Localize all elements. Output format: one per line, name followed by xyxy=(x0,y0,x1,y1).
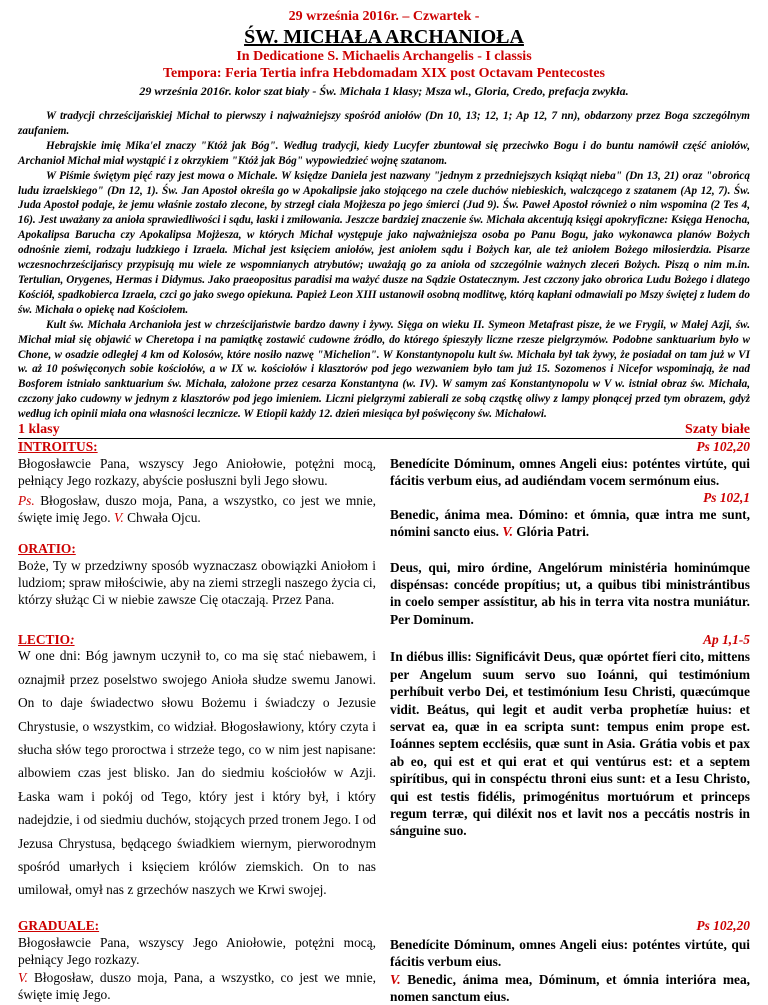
oratio-polish: Boże, Ty w przedziwny sposób wyznaczasz obowiązki Aniołom i ludziom; spraw miłościwie, aby na ziemi strzegli naszego życia ci, którzy służąc Ci w niebie zawsze Cię otaczają. Przez Pana. xyxy=(18,557,376,608)
lectio-ref: Ap 1,1-5 xyxy=(703,632,750,648)
latin-title: In Dedicatione S. Michaelis Archangelis - I classis xyxy=(236,49,532,64)
graduale-row xyxy=(18,934,750,1005)
introitus-latin-1: Benedícite Dóminum, omnes Angeli eius: poténtes virtúte, qui fácitis verbum eius, ad audiéndam vocem sermónum eius. xyxy=(390,456,750,489)
versicle-marker: V. xyxy=(502,524,513,540)
intro-paragraph: W tradycji chrześcijańskiej Michał to pierwszy i najważniejszy spośród aniołów (Dn 10, 13; 12, 1; Ap 12, 7 nn), obdarzony przez Boga szczególnym zaufaniem. xyxy=(18,110,750,137)
feast-title: ŚW. MICHAŁA ARCHANIOŁA xyxy=(244,26,524,48)
intro-paragraph: Kult św. Michała Archanioła jest w chrześcijaństwie bardzo dawny i żywy. Sięga on wieku II. Symeon Metafrast pisze, że we Frygii, w Małej Azji, św. Michał miał się objawić w Cheretopa i na pamiątkę zostawić cudowne źródło, do którego śpieszyły liczne rzesze pielgrzymów. Podobne sanktuarium było w Chone, w osadzie odległej 4 km od Kolosów, które nosiło nazwę "Michelion". W Konstantynopolu kult św. Michała był tak żywy, że posiadał on tam już w VI w. aż 10 poświęconych sobie kościołów, a w IX w. kościołów i klasztorów pod jego wezwaniem było tam już 15. Sozomenos i Nicefor wspominają, że nad Bosforem istniało sanktuarium św. Michała, założone przez cesarza Konstantyna (w. IV). W samym zaś Konstantynopolu w V w. istniał obraz św. Michała, czczony jako cudowny w jednym z klasztorów pod jego imieniem. Liczni pielgrzymi zabierali ze sobą cząstkę oliwy z lampy płonącej przed tym obrazem, gdyż według ich opinii miała ona własności lecznicze. W Etiopii każdy 12. dzień miesiąca był poświęcony św. Michałowi. xyxy=(18,318,750,421)
intro-paragraph: W Piśmie świętym pięć razy jest mowa o Michale. W księdze Daniela jest nazwany "jednym z przedniejszych książąt nieba" (Dn 13, 21) oraz "obrońcą ludu izraelskiego" (Dn 12, 1). Św. Jan Apostoł określa go w Apokalipsie jako stojącego na czele duchów niebieskich, walczącego z szatanem (Ap 12, 7). Św. Juda Apostoł podaje, że jemu właśnie zostało zlecone, by strzegł ciała Mojżesza po jego śmierci (Jud 9). Św. Paweł Apostoł również o nim wspomina (2 Tes 4, 16). Jest uważany za anioła sprawiedliwości i sądu, łaski i zmiłowania. Jeszcze bardziej znaczenie św. Michała akcentują księgi apokryficzne: Księga Henocha, Apokalipsa Barucha czy Apokalipsa Mojżesza, w których Michał występuje jako najważniejsza osoba po Panu Bogu, jako wykonawca planów Bożych odnośnie ziemi, rodzaju ludzkiego i Izraela. Michał jest księciem aniołów, jest aniołem sądu i Bożych kar, ale też aniołem Bożego miłosierdzia. Pisarze wczesnochrześcijańscy przypisują mu wiele ze wspomnianych atrybutów; uważają go za anioła od szczególnie ważnych zleceń Bożych. Piszą o nim m.in. Tertulian, Orygenes, Hermas i Didymus. Jako praeopositus paradisi ma ważyć dusze na Sądzie Ostatecznym. Jest czczony jako obrońca Ludu Bożego i dlatego Kościół, spadkobierca Izraela, czci go jako swego opiekuna. Papież Leon XIII ustanowił osobną modlitwę, którą kapłani odmawiali po Mszy świętej z ludem do św. Michała o opiekę nad Kościołem. xyxy=(18,169,750,316)
graduale-latin-1: Benedícite Dóminum, omnes Angeli eius: poténtes virtúte, qui fácitis verbum eius. xyxy=(390,936,750,970)
versicle-marker: V. xyxy=(113,510,124,526)
psalm-marker: Ps. xyxy=(18,492,35,508)
versicle-marker: V. xyxy=(390,971,401,987)
oratio-label: ORATIO: xyxy=(18,540,76,556)
introitus-row-1 xyxy=(18,455,750,490)
lectio-row xyxy=(18,648,750,901)
introitus-ref-1: Ps 102,20 xyxy=(696,439,750,455)
oratio-latin: Deus, qui, miro órdine, Angelórum ministéria hominúmque dispénsas: concéde propítius; ut, a quibus tibi ministrántibus in coelo semper assístitur, ab his in terra vita nostra muniátur. Per Dominum. xyxy=(390,559,750,627)
graduale-polish-1: Błogosławcie Pana, wszyscy Jego Aniołowie, potężni mocą, pełniący Jego rozkazy. xyxy=(18,934,376,968)
introitus-latin-2-text: Benedic, ánima mea. Dómino: et ómnia, quæ intra me sunt, nómini sancto eius. xyxy=(390,506,750,540)
intro-paragraph: Hebrajskie imię Mika'el znaczy "Któż jak Bóg". Według tradycji, kiedy Lucyfer zbuntował się przeciwko Bogu i do buntu namówił część aniołów, Archanioł Michał miał wystąpić i z okrzykiem "Któż jak Bóg" wypowiedzieć wojnę szatanom. xyxy=(18,139,750,167)
intro-text xyxy=(18,109,750,422)
graduale-polish-2: Błogosław, duszo moja, Pana, a wszystko, co jest we mnie, święte imię Jego. xyxy=(18,969,376,1002)
graduale-ref: Ps 102,20 xyxy=(696,917,750,933)
graduale-header xyxy=(18,918,750,934)
introitus-header xyxy=(18,439,750,455)
graduale-latin-2: Benedic, ánima mea, Dóminum, et ómnia interióra mea, nomen sanctum eius. xyxy=(390,971,750,1004)
introitus-polish-2 xyxy=(18,492,376,541)
introitus-polish-1: Błogosławcie Pana, wszyscy Jego Aniołowie, potężni mocą, pełniący Jego rozkazy, abyście posłuszni byli Jego słowu. xyxy=(18,456,376,489)
introitus-latin-2 xyxy=(390,506,750,541)
lectio-latin: In diébus illis: Significávit Deus, quæ opórtet fíeri cito, mittens per Angelum suum servo suo Ioánni, qui testimónium perhíbuit verbo Dei, et testimónium Iesu Christi, quæcúmque vidit. Beátus, qui legit et audit verba prophetíæ huius: et servat ea, quæ in ea scripta sunt: tempus enim prope est. Ioánnes septem ecclésiis, quæ sunt in Asia. Grátia vobis et pax ab eo, qui est et qui erat et qui ventúrus est: et a septem spirítibus, qui in conspéctu throni eius sunt: et a Iesu Christo, qui est testis fidélis, primogénitus mortuórum et princeps regum terræ, qui diléxit nos et lavit nos a peccátis nostris in sánguine suo. xyxy=(390,649,750,839)
lectio-colon: : xyxy=(70,632,75,648)
class-row xyxy=(18,422,750,439)
introitus-polish-2-end: Chwała Ojcu. xyxy=(123,510,201,526)
graduale-label: GRADUALE: xyxy=(18,917,100,933)
versicle-marker: V. xyxy=(18,969,28,985)
liturgy-info: 29 września 2016r. kolor szat biały - Św. Michała 1 klasy; Msza wl., Gloria, Credo, prefacja zwykła. xyxy=(139,84,629,98)
date-line: 29 września 2016r. – Czwartek - xyxy=(288,9,480,24)
introitus-polish-2-text: Błogosław, duszo moja, Pana, a wszystko, co jest we mnie, święte imię Jego. xyxy=(18,492,376,526)
oratio-row xyxy=(18,557,750,629)
tempora-line: Tempora: Feria Tertia infra Hebdomadam XIX post Octavam Pentecostes xyxy=(163,66,605,81)
lectio-polish: W one dni: Bóg jawnym uczynił to, co ma się stać niebawem, i oznajmił przez poselstwo swojego Anioła słudze swemu Janowi. On to daje świadectwo słowu Bożemu i świadczy o Jezusie Chrystusie, o wszystkim, co widział. Błogosławiony, który czyta i słucha słów tego proroctwa i strzeże tego, co w nim jest napisane: albowiem czas jest blisko. Jan do siedmiu kościołów w Azji. Łaska wam i pokój od Tego, który jest i który był, i który nadejdzie, i od siedmiu duchów, stojących przed tronem Jego. I od Jezusa Chrystusa, będącego świadkiem wiernym, pierworodnym spośród umarłych i księciem królów ziemskich. On to nas umilował, omył nas z grzechów naszych we Krwi swojej. xyxy=(18,648,376,898)
introitus-row-2 xyxy=(18,489,750,541)
class-rank: 1 klasy xyxy=(18,422,60,438)
introitus-latin-2-end: Glória Patri. xyxy=(512,524,590,540)
graduale-polish xyxy=(18,934,376,1005)
introitus-ref-2: Ps 102,1 xyxy=(703,489,750,505)
page xyxy=(18,0,750,1005)
graduale-latin xyxy=(390,936,750,1005)
vestment-color: Szaty białe xyxy=(685,422,750,438)
lectio-label-text: LECTIO xyxy=(18,632,71,648)
introitus-label: INTROITUS: xyxy=(18,439,98,455)
